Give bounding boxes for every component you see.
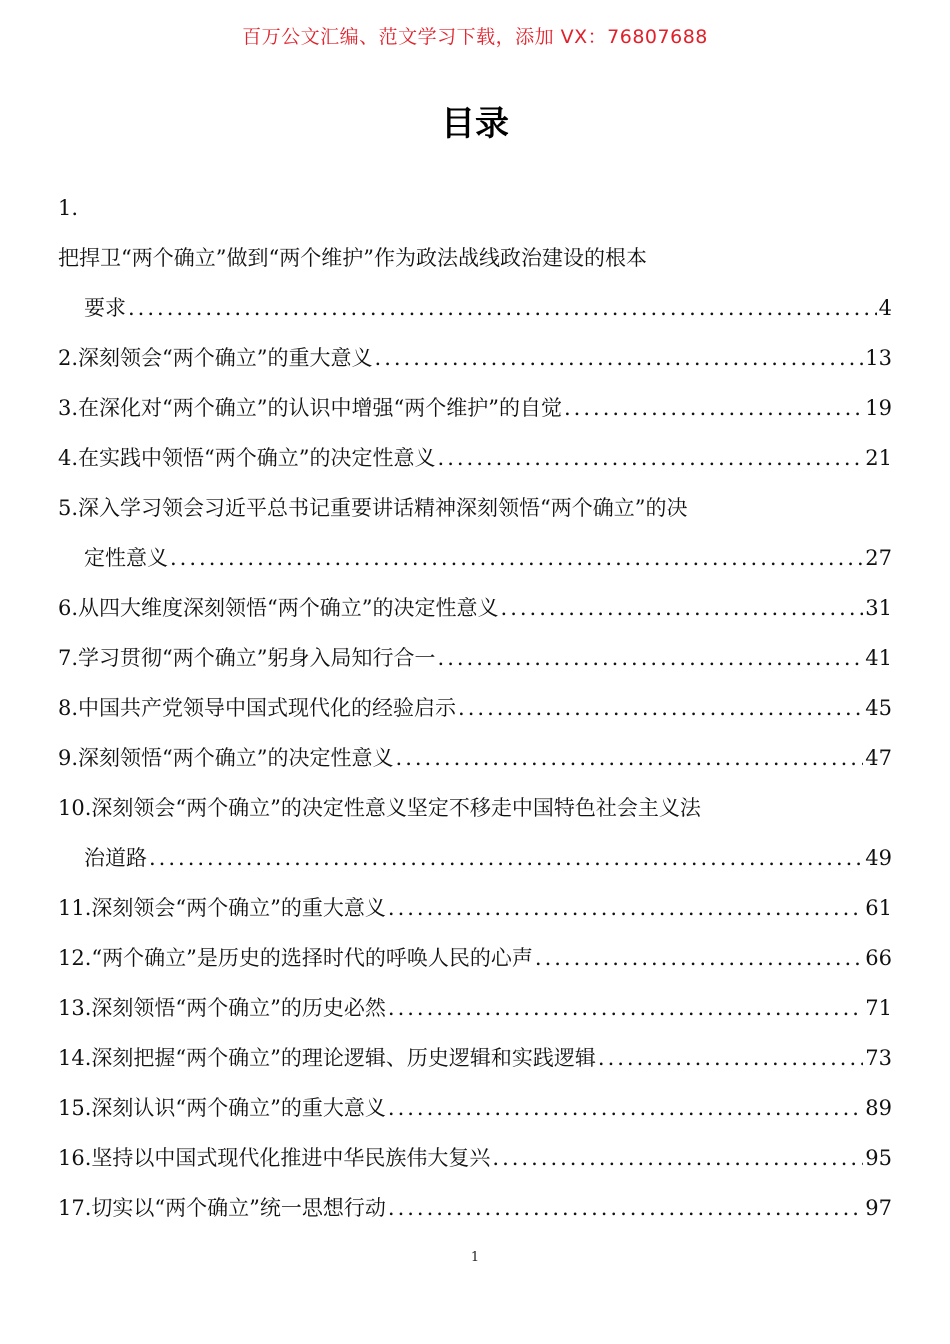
toc-entry-number: 5. (58, 496, 79, 520)
toc-entry-title: 治道路 (84, 846, 147, 870)
toc-entry-line (58, 433, 892, 483)
toc-entry-page: 4 (878, 296, 892, 320)
toc-entry-page: 21 (865, 446, 892, 470)
toc-entry-page: 66 (865, 946, 892, 970)
dot-leader (388, 983, 863, 1033)
toc-entry-title: 切实以“两个确立”统一思想行动 (91, 1196, 386, 1220)
toc-entry-number: 1. (58, 196, 79, 220)
toc-entry-title: 从四大维度深刻领悟“两个确立”的决定性意义 (78, 596, 499, 620)
dot-leader (598, 1033, 863, 1083)
toc-entry-page: 97 (865, 1196, 892, 1220)
toc-entry-title: 深刻领悟“两个确立”的历史必然 (91, 996, 386, 1020)
toc-entry-number: 14. (58, 1046, 92, 1070)
toc-entry-page: 41 (865, 646, 892, 670)
dot-leader (396, 733, 864, 783)
toc-entry-number: 11. (58, 896, 92, 920)
toc-entry-line (58, 983, 892, 1033)
dot-leader (501, 583, 864, 633)
toc-entry-title: 中国共产党领导中国式现代化的经验启示 (78, 696, 457, 720)
toc-entry-line (58, 183, 892, 233)
dot-leader (170, 533, 863, 583)
page-title: 目录 (441, 104, 509, 144)
toc-entry-title: 把捍卫“两个确立”做到“两个维护”作为政法战线政治建设的根本 (58, 246, 647, 270)
toc-entry-page: 47 (865, 746, 892, 770)
toc-entry-title: 坚持以中国式现代化推进中华民族伟大复兴 (91, 1146, 491, 1170)
toc-entry-line (58, 383, 892, 433)
toc-entry-page: 31 (865, 596, 892, 620)
toc-entry-title: 深刻把握“两个确立”的理论逻辑、历史逻辑和实践逻辑 (91, 1046, 596, 1070)
toc-entry-title: 在深化对“两个确立”的认识中增强“两个维护”的自觉 (78, 396, 562, 420)
toc-entry-title: 要求 (84, 296, 126, 320)
toc-entry-title: 深刻领会“两个确立”的重大意义 (78, 346, 373, 370)
toc-entry-page: 19 (865, 396, 892, 420)
toc-entry-line (58, 783, 892, 833)
toc-entry-page: 73 (865, 1046, 892, 1070)
dot-leader (458, 683, 863, 733)
toc-entry-line (58, 533, 892, 583)
dot-leader (438, 633, 864, 683)
toc-entry-number: 6. (58, 596, 79, 620)
toc-entry-number: 13. (58, 996, 92, 1020)
toc-entry-line (58, 683, 892, 733)
toc-entry-line (58, 1133, 892, 1183)
watermark-header: 百万公文汇编、范文学习下载，添加 VX：76807688 (242, 26, 708, 48)
toc-entry-page: 89 (865, 1096, 892, 1120)
toc-entry-title: 定性意义 (84, 546, 168, 570)
toc-entry-line (58, 933, 892, 983)
toc-entry-line (58, 883, 892, 933)
toc-entry-line (58, 333, 892, 383)
toc-entry-title: 深刻认识“两个确立”的重大意义 (91, 1096, 386, 1120)
toc-entry-page: 13 (865, 346, 892, 370)
dot-leader (388, 1183, 863, 1233)
toc-entry-page: 61 (865, 896, 892, 920)
toc-entry-number: 15. (58, 1096, 92, 1120)
dot-leader (535, 933, 863, 983)
toc-entry-title: 深入学习领会习近平总书记重要讲话精神深刻领悟“两个确立”的决 (78, 496, 688, 520)
dot-leader (438, 433, 864, 483)
dot-leader (564, 383, 863, 433)
toc-entry-number: 3. (58, 396, 79, 420)
toc-entry-line (58, 633, 892, 683)
dot-leader (492, 1133, 863, 1183)
page-number: 1 (470, 1250, 480, 1265)
toc-entry-title: 深刻领会“两个确立”的决定性意义坚定不移走中国特色社会主义法 (91, 796, 701, 820)
toc-entry-line (58, 1083, 892, 1133)
toc-entry-page: 71 (865, 996, 892, 1020)
toc-entry-title: 深刻领悟“两个确立”的决定性意义 (78, 746, 394, 770)
dot-leader (388, 1083, 863, 1133)
toc-entry-number: 16. (58, 1146, 92, 1170)
toc-entry-number: 9. (58, 746, 79, 770)
toc-entry-line (58, 733, 892, 783)
toc-entry-line (58, 583, 892, 633)
toc-entry-line (58, 1183, 892, 1233)
toc-entry-page: 45 (865, 696, 892, 720)
toc-entry-line (58, 283, 892, 333)
toc-entry-number: 12. (58, 946, 92, 970)
toc-entry-line (58, 1033, 892, 1083)
toc-entry-number: 10. (58, 796, 92, 820)
toc-entry-number: 17. (58, 1196, 92, 1220)
toc-entry-line (58, 483, 892, 533)
dot-leader (388, 883, 863, 933)
dot-leader (128, 283, 877, 333)
toc-entry-page: 49 (865, 846, 892, 870)
toc-entry-number: 7. (58, 646, 79, 670)
dot-leader (375, 333, 864, 383)
toc-entry-page: 95 (865, 1146, 892, 1170)
toc-entry-line (58, 833, 892, 883)
toc-entry-number: 4. (58, 446, 79, 470)
toc-entry-title: 深刻领会“两个确立”的重大意义 (91, 896, 386, 920)
toc-entry-title: 学习贯彻“两个确立”躬身入局知行合一 (78, 646, 436, 670)
toc-entry-page: 27 (865, 546, 892, 570)
table-of-contents (58, 183, 892, 1233)
toc-entry-line (58, 233, 892, 283)
toc-entry-title: “两个确立”是历史的选择时代的呼唤人民的心声 (91, 946, 533, 970)
toc-entry-number: 8. (58, 696, 79, 720)
dot-leader (149, 833, 863, 883)
toc-entry-number: 2. (58, 346, 79, 370)
toc-entry-title: 在实践中领悟“两个确立”的决定性意义 (78, 446, 436, 470)
